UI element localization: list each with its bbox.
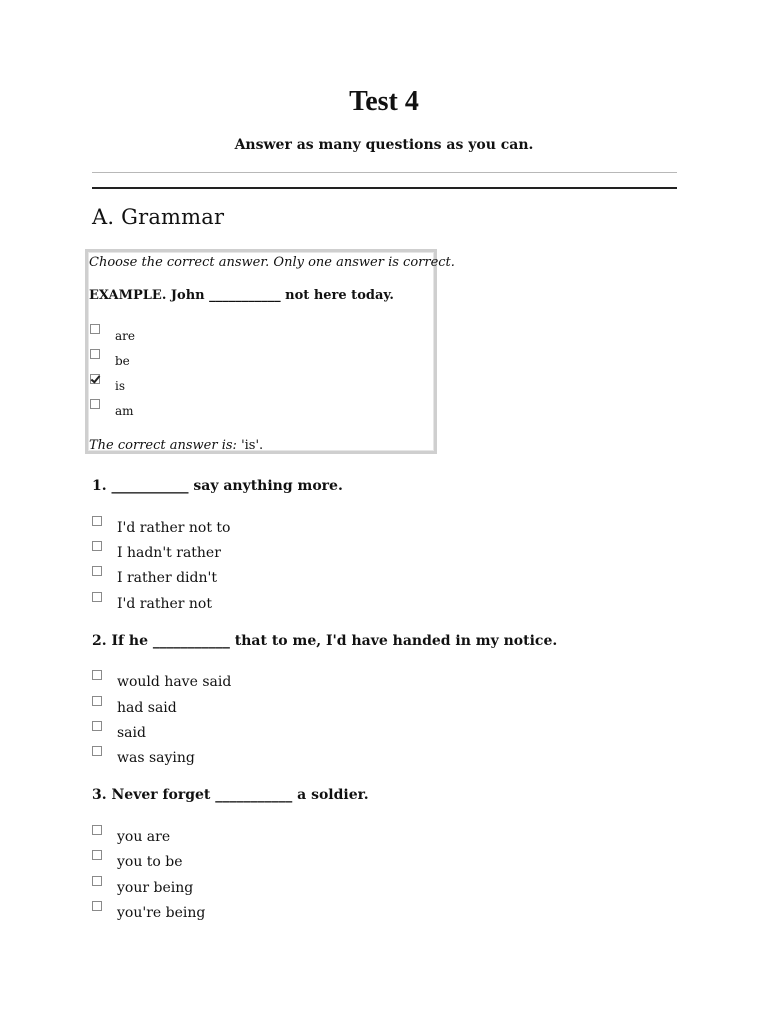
checkbox[interactable] xyxy=(90,399,100,409)
checkbox[interactable] xyxy=(92,592,102,602)
question-2-option-4 xyxy=(92,746,392,768)
example-instruction: Choose the correct answer. Only one answer is correct. xyxy=(89,255,455,270)
checkbox[interactable] xyxy=(92,850,102,860)
checkbox[interactable] xyxy=(92,901,102,911)
question-1-option-4 xyxy=(92,592,392,614)
example-option-label: am xyxy=(115,404,134,418)
checkbox[interactable] xyxy=(92,541,102,551)
option-label: I hadn't rather xyxy=(117,545,221,561)
option-label: you're being xyxy=(117,905,206,921)
example-answer-prefix: The correct answer is: xyxy=(89,438,237,453)
divider-thick xyxy=(92,187,677,189)
option-label: had said xyxy=(117,700,177,716)
example-option xyxy=(89,349,289,371)
example-option xyxy=(89,374,289,396)
checkbox[interactable] xyxy=(90,324,100,334)
example-option-label: are xyxy=(115,329,135,343)
question-1-option-2 xyxy=(92,541,392,563)
checkbox[interactable] xyxy=(92,876,102,886)
option-label: I'd rather not xyxy=(117,596,212,612)
example-option-label: be xyxy=(115,354,130,368)
checkbox[interactable] xyxy=(92,696,102,706)
example-box xyxy=(85,249,455,454)
page-subtitle: Answer as many questions as you can. xyxy=(234,137,534,153)
option-label: I rather didn't xyxy=(117,570,217,586)
divider-thin xyxy=(92,172,677,173)
checkbox-checked[interactable] xyxy=(90,374,100,384)
option-label: would have said xyxy=(117,674,232,690)
question-3-option-3 xyxy=(92,876,392,898)
question-2-option-2 xyxy=(92,696,392,718)
question-3-option-2 xyxy=(92,850,392,872)
example-question: EXAMPLE. John ___________ not here today. xyxy=(89,288,394,303)
question-2: 2. If he ___________ that to me, I'd have handed in my notice. xyxy=(92,633,558,649)
option-label: said xyxy=(117,725,146,741)
question-2-option-3 xyxy=(92,721,392,743)
option-label: your being xyxy=(117,880,194,896)
option-label: you are xyxy=(117,829,171,845)
question-1-option-1 xyxy=(92,516,392,538)
example-answer xyxy=(89,438,263,453)
checkbox[interactable] xyxy=(90,349,100,359)
option-label: was saying xyxy=(117,750,195,766)
question-2-option-1 xyxy=(92,670,392,692)
example-option xyxy=(89,399,289,421)
question-3-option-1 xyxy=(92,825,392,847)
question-3-option-4 xyxy=(92,901,392,923)
checkbox[interactable] xyxy=(92,825,102,835)
example-answer-value: 'is'. xyxy=(241,438,264,453)
question-3: 3. Never forget ___________ a soldier. xyxy=(92,787,369,803)
section-heading: A. Grammar xyxy=(92,205,225,229)
checkbox[interactable] xyxy=(92,516,102,526)
checkbox[interactable] xyxy=(92,746,102,756)
checkbox[interactable] xyxy=(92,566,102,576)
example-option xyxy=(89,324,289,346)
example-option-label: is xyxy=(115,379,125,393)
option-label: you to be xyxy=(117,854,183,870)
page-title: Test 4 xyxy=(349,86,419,117)
option-label: I'd rather not to xyxy=(117,520,231,536)
checkbox[interactable] xyxy=(92,721,102,731)
question-1: 1. ___________ say anything more. xyxy=(92,478,343,494)
checkbox[interactable] xyxy=(92,670,102,680)
question-1-option-3 xyxy=(92,566,392,588)
